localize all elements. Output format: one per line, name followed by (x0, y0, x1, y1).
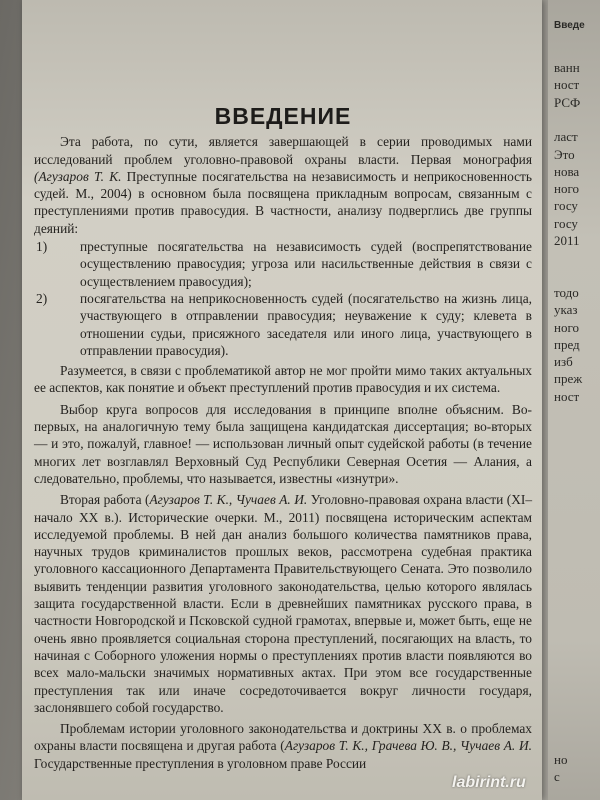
side-text-fragment: 2011 (554, 233, 580, 248)
paragraph-5-text: Государственные преступления в уголовном праве России (34, 755, 367, 771)
side-text-fragment: изб (554, 354, 573, 370)
paragraph-1 (34, 133, 532, 237)
side-text-fragment: с (554, 769, 560, 785)
side-text-fragment: госу (554, 215, 578, 231)
paragraph-1-text: Эта работа, по сути, является завершающей в серии проводимых нами исследований проблем уголовно-правовой охраны власти. Первая монография (34, 134, 532, 167)
side-text-fragment: Это (554, 146, 575, 162)
page-content (34, 103, 533, 772)
side-text-fragment: ност (554, 77, 580, 93)
book-page-right (548, 0, 600, 800)
paragraph-5 (34, 720, 532, 772)
side-text-fragment: преж (554, 371, 583, 387)
paragraph-4-start: Вторая работа ( (60, 492, 150, 508)
side-text-fragment: нова (554, 163, 580, 179)
page-title: ВВЕДЕНИЕ (214, 103, 352, 129)
list-item-text: преступные посягательства на независимость судей (воспрепятствование осуществлению правосудия; угроза или насильственные действия в связи с осуществлением правосудия); (80, 239, 532, 289)
side-text-fragment: тодо (554, 284, 579, 300)
list-item (34, 238, 532, 290)
side-text-fragment: указ (554, 302, 578, 318)
side-text-fragment: ного (554, 319, 579, 335)
side-text-fragment: но (554, 752, 568, 767)
paragraph-4-authors: Агузаров Т. К., Чучаев А. И. (149, 492, 308, 508)
list-item-text: посягательства на неприкосновенность судей (посягательство на жизнь лица, участвующего в отправлении правосудия; неуважение к суду; клевета в отношении судьи, присяжного заседателя или иного лица, участвующего в отправлении правосудия). (80, 290, 532, 358)
paragraph-1-text2: Преступные посягательства на независимость и неприкосновенность судей. М., 2004) в основном была посвящена прикладным вопросам, связанным с преступлениями против правосудия. В частности, анализу подверглись две группы деяний: (34, 168, 533, 236)
book-page-left (22, 0, 542, 800)
side-text-fragment: ласт (554, 129, 578, 145)
paragraph-4 (34, 491, 532, 716)
paragraph-3: Выбор круга вопросов для исследования в принципе вполне объясним. Во-первых, на аналогичную тему была защищена кандидатская диссертация; во-вторых — и это, пожалуй, главное! — использован личный опыт судейской работы (в течение многих лет возглавлял Верховный Суд Республики Северная Осетия — Алания, а следовательно, проблемы, что называется, известны «изнутри». (34, 401, 532, 486)
list-item-number: 1) (36, 239, 48, 255)
watermark-text: labirint.ru (452, 774, 526, 791)
side-text-fragment: ного (554, 181, 579, 197)
paragraph-4-text: Уголовно-правовая охрана власти (XI–начало XX в.). Исторические очерки. М., 2011) посвящена историческим аспектам исследуемой проблемы. В ней дан анализ большого количества памятников права, научных трудов криминалистов прошлых веков, рассмотрена судебная практика уголовного кассационного Департамента Правительствующего Сената. Это позволило выявить тенденции развития уголовного законодательства, целью которого являлась защита государственной власти. Если в древнейших памятниках русского права, в частности Новгородской и Псковской судной грамотах, впервые и, может быть, еще не очень явно проявляется социальная сторона преступлений, посягающих на власть, то начиная с Соборного уложения нормы о преступлениях против власти появляются во всех мало-мальски значимых нормативных актах. При этом все государственные преступления так или иначе сосредоточивается вокруг личности государя, заслонявшего собой государство. (34, 492, 533, 715)
paragraph-1-author: (Агузаров Т. К. (34, 168, 122, 184)
side-text-fragment: пред (554, 336, 580, 352)
crime-groups-list (34, 238, 532, 359)
paragraph-2: Разумеется, в связи с проблематикой автор не мог пройти мимо таких актуальных ее аспектов, как понятие и объект преступлений против правосудия и их система. (34, 363, 532, 396)
paragraph-5-authors: Агузаров Т. К., Грачева Ю. В., Чучаев А. И. (284, 738, 532, 754)
side-text-fragment: госу (554, 198, 578, 214)
side-text-fragment: РСФ (554, 94, 581, 110)
running-header: Введе (554, 20, 585, 31)
side-text-fragment: ванн (554, 60, 580, 75)
paragraph-5-start: Проблемам истории уголовного законодательства и доктрины XX в. о проблемах охраны власти посвящена и другая работа ( (34, 721, 532, 754)
list-item (34, 290, 532, 359)
list-item-number: 2) (36, 290, 48, 306)
side-text-fragment: ност (554, 388, 580, 404)
